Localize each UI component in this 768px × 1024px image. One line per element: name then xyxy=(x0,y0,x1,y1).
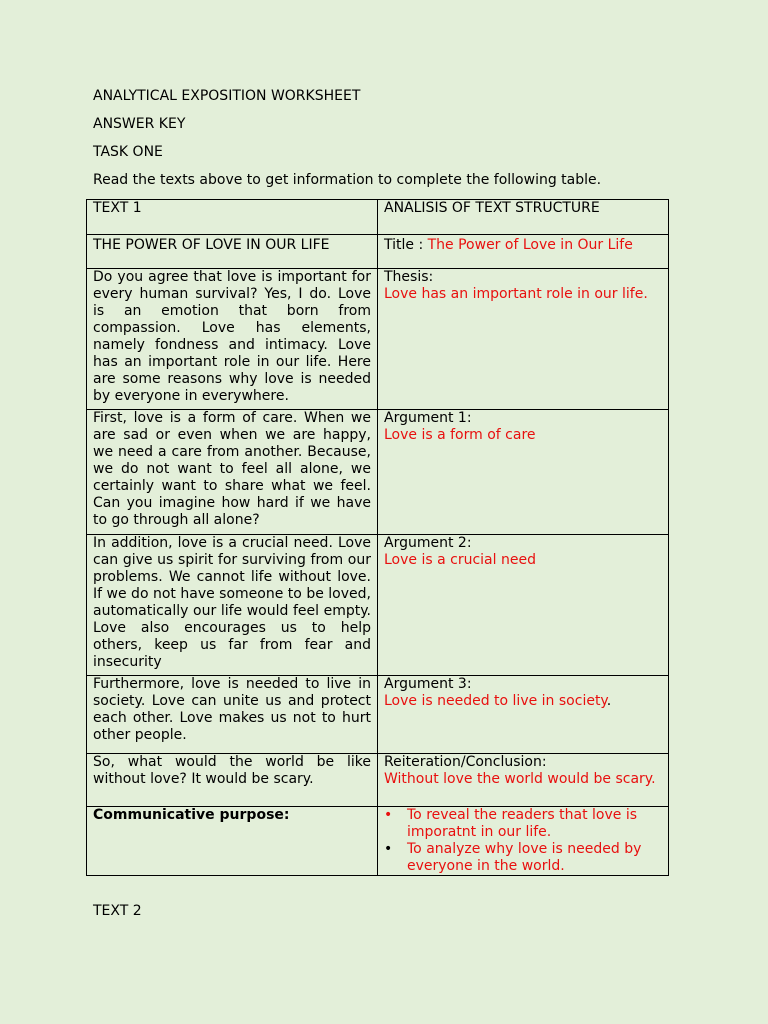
thesis-label: Thesis: xyxy=(384,269,434,285)
table-header-row xyxy=(87,200,669,235)
argument3-label: Argument 3: xyxy=(384,676,472,692)
list-item: • To reveal the readers that love is imporatnt in our life. xyxy=(384,807,638,840)
purpose-list xyxy=(384,807,662,875)
header-text-label: TEXT 1 xyxy=(87,200,378,235)
table-row xyxy=(87,535,669,676)
thesis-paragraph: Do you agree that love is important for every human survival? Yes, I do. Love is an emotion that born from compassion. Love has elements, namely fondness and intimacy. Love has an important role in our life. Here are some reasons why love is needed by everyone in everywhere. xyxy=(87,269,378,410)
bullet-icon: • xyxy=(384,807,393,823)
conclusion-answer: Without love the world would be scary. xyxy=(384,771,656,787)
table-row xyxy=(87,754,669,807)
argument3-paragraph: Furthermore, love is needed to live in society. Love can unite us and protect each other. Love makes us not to hurt other people. xyxy=(87,676,378,754)
header-structure-label: ANALISIS OF TEXT STRUCTURE xyxy=(378,200,669,235)
analysis-table xyxy=(86,199,669,876)
title-answer: The Power of Love in Our Life xyxy=(427,237,633,253)
text2-label: TEXT 2 xyxy=(93,903,142,919)
conclusion-label: Reiteration/Conclusion: xyxy=(384,754,547,770)
instruction-text: Read the texts above to get information to complete the following table. xyxy=(93,172,602,188)
list-item: • To analyze why love is needed by everyone in the world. xyxy=(384,841,642,874)
conclusion-paragraph: So, what would the world be like without love? It would be scary. xyxy=(87,754,378,807)
answer-key-label: ANSWER KEY xyxy=(93,116,186,132)
argument2-label: Argument 2: xyxy=(384,535,472,551)
argument3-suffix: . xyxy=(606,693,612,709)
thesis-answer: Love has an important role in our life. xyxy=(384,286,648,302)
table-row xyxy=(87,410,669,535)
table-row xyxy=(87,269,669,410)
table-row xyxy=(87,676,669,754)
argument3-answer: Love is needed to live in society xyxy=(384,693,607,709)
title-label: Title : xyxy=(384,237,428,253)
argument1-answer: Love is a form of care xyxy=(384,427,536,443)
argument2-answer: Love is a crucial need xyxy=(384,552,536,568)
worksheet-title: ANALYTICAL EXPOSITION WORKSHEET xyxy=(93,88,361,104)
title-answer-cell xyxy=(378,235,669,269)
text-title: THE POWER OF LOVE IN OUR LIFE xyxy=(87,235,378,269)
argument1-paragraph: First, love is a form of care. When we are sad or even when we are happy, we need a care from another. Because, we do not want to feel all alone, we certainly want to share what we feel. Can you imagine how hard if we have to go through all alone? xyxy=(87,410,378,535)
purpose-label: Communicative purpose: xyxy=(87,807,378,876)
argument2-paragraph: In addition, love is a crucial need. Love can give us spirit for surviving from our problems. We cannot life without love. If we do not have someone to be loved, automatically our life would feel empty. Love also encourages us to help others, keep us far from fear and insecurity xyxy=(87,535,378,676)
purpose-row xyxy=(87,807,669,876)
title-row xyxy=(87,235,669,269)
bullet-icon: • xyxy=(384,841,393,857)
task-label: TASK ONE xyxy=(93,144,163,160)
argument1-label: Argument 1: xyxy=(384,410,472,426)
